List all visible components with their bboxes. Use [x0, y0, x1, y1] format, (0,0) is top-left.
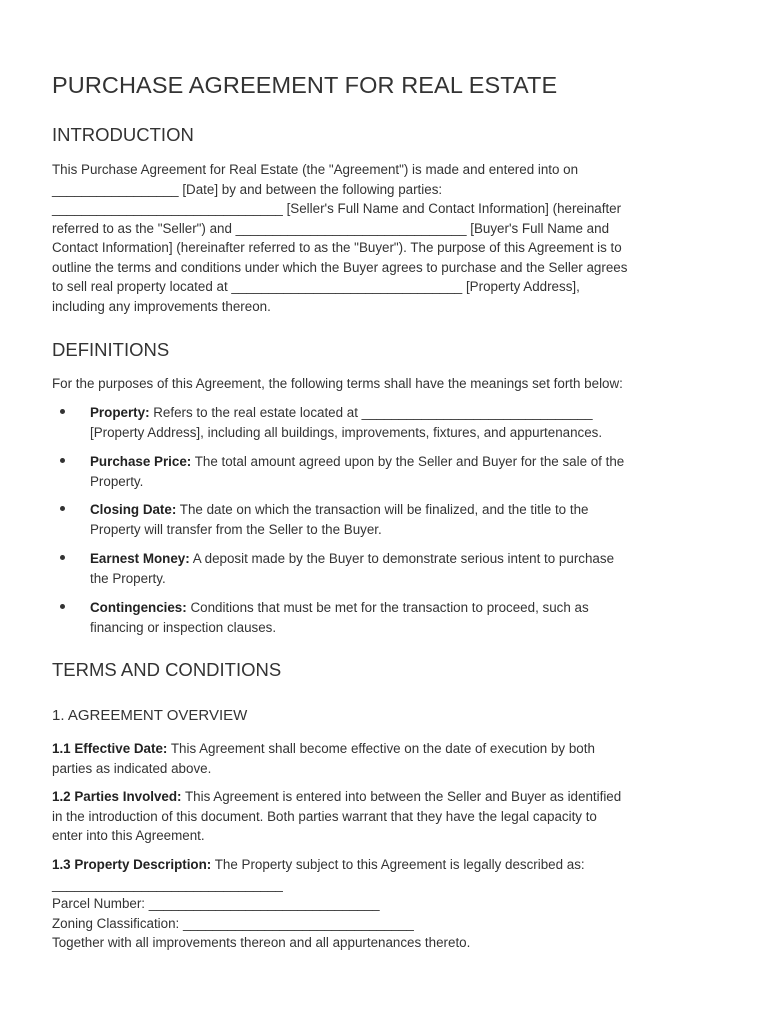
intro-line-2: _________________ [Date] by and between the following parties: — [52, 181, 443, 197]
definition-text: A deposit made by the Buyer to demonstrate serious intent to purchase — [192, 551, 615, 566]
intro-line-1: This Purchase Agreement for Real Estate (the "Agreement") is made and entered into on — [52, 162, 579, 177]
clause-text: This Agreement is entered into between the Seller and Buyer as identified — [184, 789, 622, 804]
intro-line-7: to sell real property located at _______________________________ [Property Address], — [52, 279, 580, 294]
bullet-icon — [60, 409, 65, 414]
definition-term: Closing Date: — [90, 502, 177, 517]
definitions-intro — [52, 374, 724, 394]
clause-label: 1.2 Parties Involved: — [52, 789, 182, 804]
bullet-icon — [60, 506, 65, 511]
section-1-heading: 1. AGREEMENT OVERVIEW — [52, 707, 248, 724]
definition-text-cont: Property. — [90, 473, 144, 489]
definition-text: Refers to the real estate located at _______________________________ — [153, 405, 593, 420]
clause-label: 1.3 Property Description: — [52, 857, 212, 872]
terms-heading: TERMS AND CONDITIONS — [52, 659, 282, 680]
intro-line-3: _______________________________ [Seller's Full Name and Contact Information] (hereinafter — [52, 201, 622, 216]
clause-text-cont: Together with all improvements thereon and all appurtenances thereto. — [52, 935, 471, 950]
definition-term: Property: — [90, 405, 150, 420]
definition-text: The date on which the transaction will be finalized, and the title to the — [179, 502, 589, 517]
introduction-heading: INTRODUCTION — [52, 124, 194, 145]
legal-description-blank: _______________________________ — [52, 876, 283, 892]
intro-line-5: Contact Information] (hereinafter referred to as the "Buyer"). The purpose of this Agreement is to — [52, 240, 622, 255]
clause-text-cont: enter into this Agreement. — [52, 828, 205, 843]
bullet-icon — [60, 604, 65, 609]
definition-text-cont: the Property. — [90, 570, 166, 586]
definitions-intro-text: For the purposes of this Agreement, the following terms shall have the meanings set forth below: — [52, 376, 623, 391]
clause-text-cont: in the introduction of this document. Both parties warrant that they have the legal capacity to — [52, 808, 597, 824]
zoning-classification-line: Zoning Classification: _______________________________ — [52, 915, 414, 931]
definition-term: Contingencies: — [90, 600, 187, 615]
clause-label: 1.1 Effective Date: — [52, 741, 168, 756]
intro-line-6: outline the terms and conditions under which the Buyer agrees to purchase and the Seller agrees — [52, 259, 628, 275]
definition-text-cont: financing or inspection clauses. — [90, 619, 277, 635]
definition-text-cont: [Property Address], including all buildings, improvements, fixtures, and appurtenances. — [90, 424, 603, 440]
clause-text: The Property subject to this Agreement is legally described as: — [214, 857, 585, 872]
parcel-number-line: Parcel Number: _______________________________ — [52, 896, 380, 911]
definition-term: Earnest Money: — [90, 551, 190, 566]
intro-line-8: including any improvements thereon. — [52, 298, 271, 314]
bullet-icon — [60, 458, 65, 463]
bullet-icon — [60, 555, 65, 560]
clause-1-2 — [52, 787, 724, 846]
definitions-heading: DEFINITIONS — [52, 339, 170, 360]
introduction-paragraph — [52, 160, 724, 316]
definition-text: The total amount agreed upon by the Seller and Buyer for the sale of the — [194, 454, 625, 469]
definition-text-cont: Property will transfer from the Seller to the Buyer. — [90, 521, 382, 537]
clause-1-3 — [52, 855, 724, 953]
intro-line-4: referred to as the "Seller") and _______________________________ [Buyer's Full Name and — [52, 220, 610, 236]
clause-text: This Agreement shall become effective on the date of execution by both — [170, 741, 595, 756]
definition-text: Conditions that must be met for the transaction to proceed, such as — [190, 600, 589, 615]
clause-text-cont: parties as indicated above. — [52, 760, 212, 776]
definition-term: Purchase Price: — [90, 454, 192, 469]
clause-1-1 — [52, 739, 724, 778]
document-title: PURCHASE AGREEMENT FOR REAL ESTATE — [52, 72, 558, 98]
